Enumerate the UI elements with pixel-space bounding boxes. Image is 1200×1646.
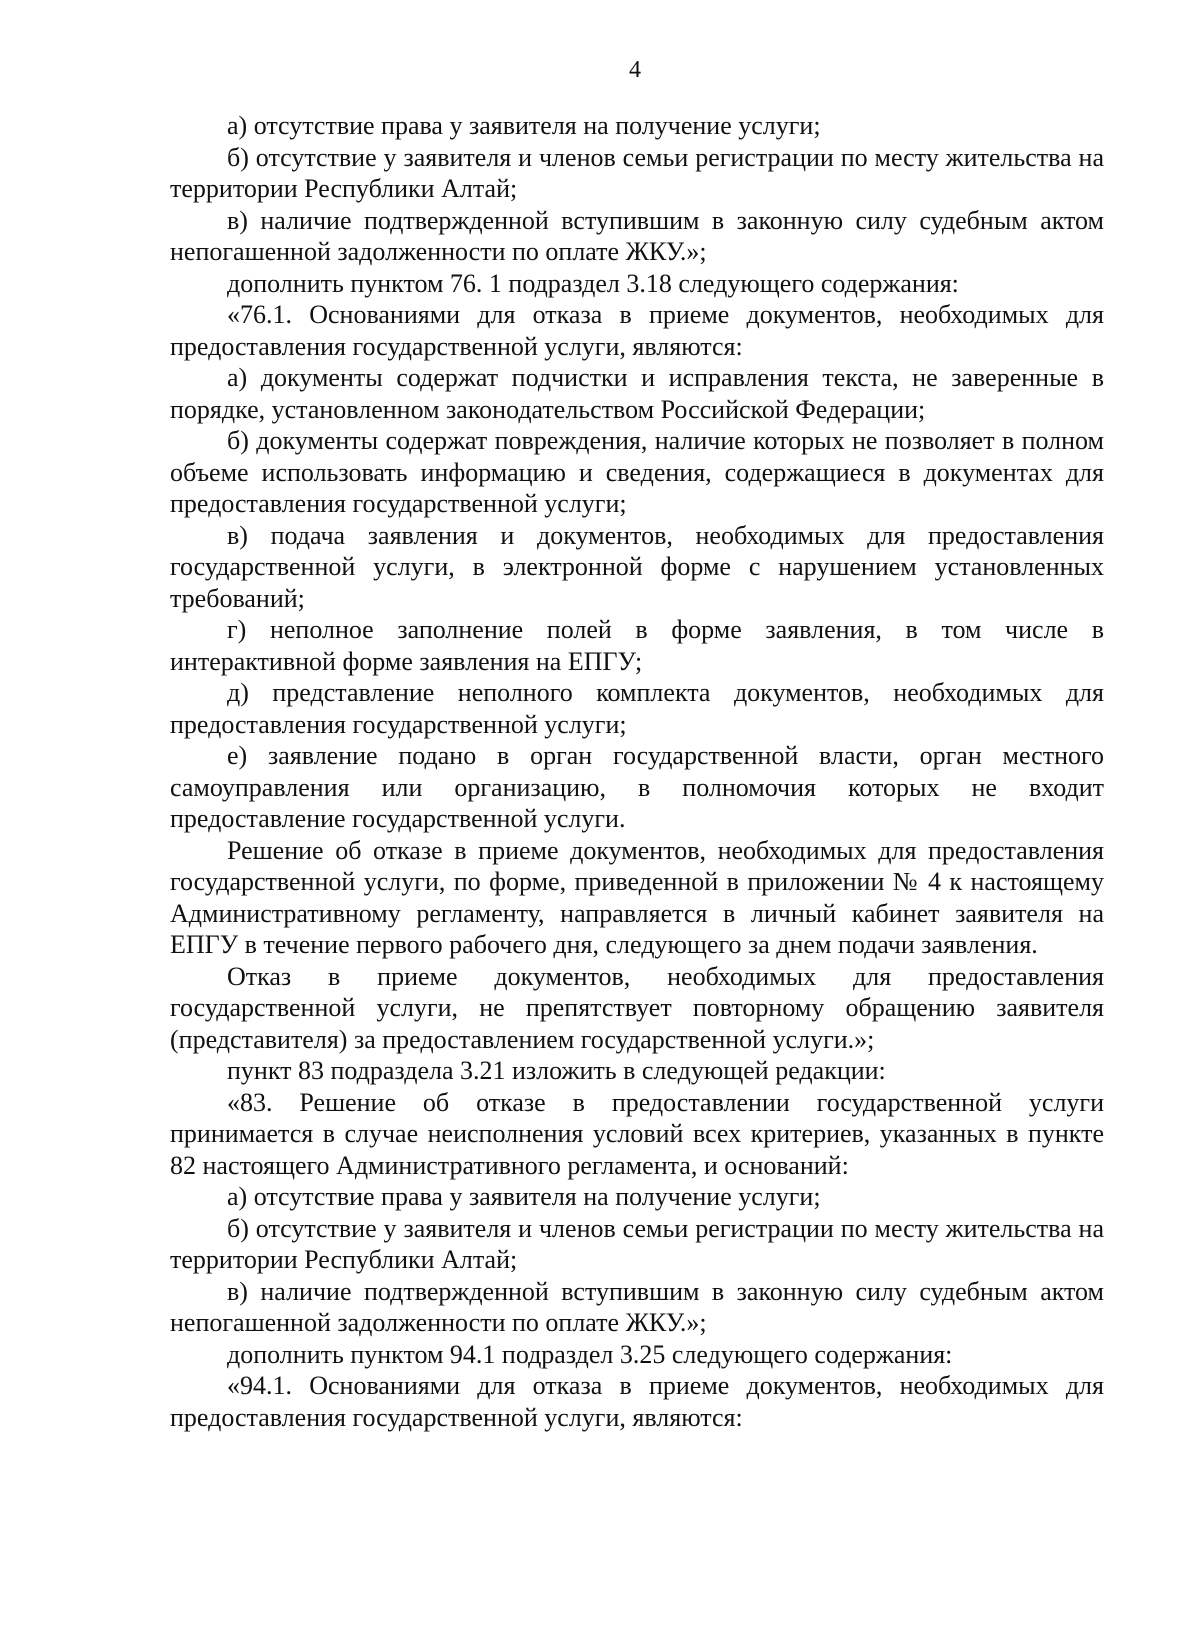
paragraph: б) отсутствие у заявителя и членов семьи регистрации по месту жительства на территории Республики Алтай;: [170, 142, 1104, 203]
paragraph: а) отсутствие права у заявителя на получение услуги;: [227, 1182, 821, 1211]
paragraph: г) неполное заполнение полей в форме заявления, в том числе в интерактивной форме заявления на ЕПГУ;: [170, 615, 1104, 676]
page-number: 4: [629, 57, 641, 83]
paragraph: пункт 83 подраздела 3.21 изложить в следующей редакции:: [227, 1056, 886, 1085]
paragraph: е) заявление подано в орган государственной власти, орган местного самоуправления или организацию, в полномочия которых не входит предоставление государственной услуги.: [170, 741, 1104, 833]
paragraph: дополнить пунктом 76. 1 подраздел 3.18 следующего содержания:: [227, 268, 959, 298]
paragraph: «83. Решение об отказе в предоставлении государственной услуги принимается в случае неисполнения условий всех критериев, указанных в пункте 82 настоящего Административного регламента, и оснований:: [170, 1087, 1104, 1180]
paragraph: дополнить пунктом 94.1 подраздел 3.25 следующего содержания:: [227, 1339, 953, 1369]
paragraph: а) отсутствие права у заявителя на получение услуги;: [227, 111, 821, 140]
paragraph: в) наличие подтвержденной вступившим в законную силу судебным актом непогашенной задолженности по оплате ЖКУ.»;: [170, 205, 1104, 266]
paragraph: в) наличие подтвержденной вступившим в законную силу судебным актом непогашенной задолженности по оплате ЖКУ.»;: [170, 1276, 1104, 1337]
paragraph: Отказ в приеме документов, необходимых для предоставления государственной услуги, не препятствует повторному обращению заявителя (представителя) за предоставлением государственной услуги.»;: [170, 961, 1104, 1054]
paragraph: б) документы содержат повреждения, наличие которых не позволяет в полном объеме использовать информацию и сведения, содержащиеся в документах для предоставления государственной услуги;: [170, 426, 1104, 518]
paragraph: Решение об отказе в приеме документов, необходимых для предоставления государственной услуги, по форме, приведенной в приложении № 4 к настоящему Административному регламенту, направляется в личный кабинет заявителя на ЕПГУ в течение первого рабочего дня, следующего за днем подачи заявления.: [170, 835, 1104, 959]
paragraph: б) отсутствие у заявителя и членов семьи регистрации по месту жительства на территории Республики Алтай;: [170, 1213, 1104, 1274]
paragraph: а) документы содержат подчистки и исправления текста, не заверенные в порядке, установленном законодательством Российской Федерации;: [170, 363, 1104, 424]
document-body: [170, 110, 1104, 1433]
paragraph: д) представление неполного комплекта документов, необходимых для предоставления государственной услуги;: [170, 678, 1104, 739]
paragraph: «94.1. Основаниями для отказа в приеме документов, необходимых для предоставления государственной услуги, являются:: [170, 1371, 1104, 1432]
paragraph: в) подача заявления и документов, необходимых для предоставления государственной услуги, в электронной форме с нарушением установленных требований;: [170, 520, 1104, 613]
paragraph: «76.1. Основаниями для отказа в приеме документов, необходимых для предоставления государственной услуги, являются:: [170, 300, 1104, 361]
